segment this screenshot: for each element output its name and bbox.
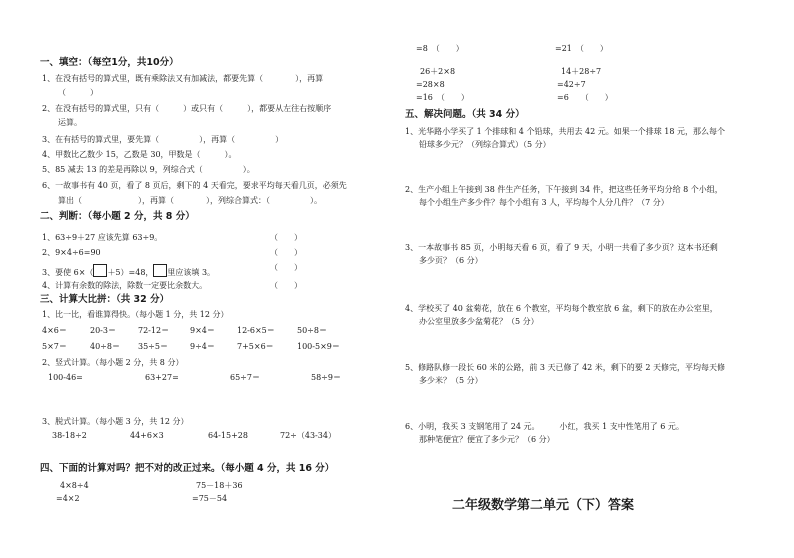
calc-item: 9÷4＝ (190, 342, 215, 351)
stepwise-item: 38-18÷2 (52, 431, 87, 440)
calc-sub3: 3、脱式计算。（每小题 3 分，共 12 分） (42, 417, 189, 426)
judge-answer-2: （ ） (270, 248, 302, 257)
fill-question-1-cont: （ ） (58, 88, 98, 97)
calc-item: 100-5×9＝ (297, 342, 340, 351)
calc-item: 4×6＝ (42, 326, 67, 335)
vertical-item: 65÷7＝ (230, 373, 260, 382)
fill-question-6-cont: 算出（ ），再算（ ），列综合算式：（ ）。 (58, 196, 322, 205)
vertical-item: 100-46= (48, 373, 83, 382)
judge-question-2: 2、9×4÷6=90 (42, 248, 101, 257)
vertical-item: 63+27= (145, 373, 179, 382)
vertical-item: 58÷9＝ (311, 373, 341, 382)
problem-5: 5、修路队修一段长 60 米的公路，前 3 天已修了 42 米，剩下的要 2 天修完，平均每天修 (405, 363, 725, 372)
judge-question-4: 4、计算有余数的除法，除数一定要比余数大。 (42, 281, 208, 290)
blank-box-icon (93, 264, 107, 277)
check-e-line2: =28×8 (416, 80, 445, 89)
fill-question-2-cont: 运算。 (58, 118, 82, 127)
calc-item: 35÷5＝ (138, 342, 168, 351)
judge-answer-3: （ ） (270, 263, 302, 272)
problem-6-cont: 那种笔便宜？便宜了多少元？（6 分） (419, 435, 555, 444)
judge-answer-4: （ ） (270, 281, 302, 290)
calc-item: 40÷8＝ (90, 342, 120, 351)
fill-question-5: 5、85 减去 13 的差是再除以 9，列综合式（ ）。 (42, 165, 255, 174)
calc-item: 50÷8＝ (297, 326, 327, 335)
calc-item: 72-12＝ (138, 326, 170, 335)
check-d-result: =21 （ ） (555, 44, 608, 53)
check-f-line1: 14＋28÷7 (561, 67, 602, 76)
problem-2: 2、生产小组上午接到 38 件生产任务，下午接到 34 件，把这些任务平均分给 8 个小组， (405, 185, 723, 194)
problem-3: 3、一本故事书 85 页，小明每天看 6 页，看了 9 天，小明一共看了多少页？这本书还剩 (405, 243, 718, 252)
section4-heading: 四、下面的计算对吗？把不对的改正过来。（每小题 4 分，共 16 分） (40, 463, 335, 474)
check-a-line2: =4×2 (56, 494, 80, 503)
check-f-line3: =6 （ ） (557, 93, 613, 102)
check-a-line1: 4×8÷4 (60, 481, 89, 490)
blank-box-icon (153, 264, 167, 277)
stepwise-item: 44+6×3 (130, 431, 164, 440)
check-e-line1: 26＋2×8 (420, 67, 456, 76)
calc-item: 20-3＝ (90, 326, 116, 335)
section3-heading: 三、计算大比拼：（共 32 分） (40, 294, 170, 305)
judge-question-3-part1: 3、要使 6×（ (42, 268, 94, 277)
problem-5-cont: 多少米？（5 分） (419, 376, 483, 385)
problem-2-cont: 每个小组生产多少件？每个小组有 3 人，平均每个人分几件？（7 分） (419, 198, 669, 207)
calc-item: 12-6×5＝ (237, 326, 275, 335)
calc-item: 7+5×6＝ (237, 342, 274, 351)
fill-question-4: 4、甲数比乙数少 15，乙数是 30，甲数是（ ）。 (42, 150, 237, 159)
stepwise-item: 72÷（43-34） (280, 431, 336, 440)
calc-item: 5×7＝ (42, 342, 67, 351)
judge-question-3 (42, 264, 215, 277)
problem-4: 4、学校买了 40 盆菊花，放在 6 个教室，平均每个教室放 6 盆，剩下的放在办公室里， (405, 304, 718, 313)
calc-sub2: 2、竖式计算。（每小题 2 分，共 8 分） (42, 358, 184, 367)
fill-question-6: 6、一故事书有 40 页，看了 8 页后，剩下的 4 天看完，要求平均每天看几页，必须先 (42, 181, 347, 190)
check-b-line2: =75－54 (192, 494, 228, 503)
problem-1-cont: 铅球多少元？（列综合算式）（5 分） (419, 140, 551, 149)
problem-6: 6、小明，我买 3 支钢笔用了 24 元。 小红，我买 1 支中性笔用了 6 元。 (405, 422, 684, 431)
check-f-line2: =42÷7 (557, 80, 586, 89)
problem-1: 1、光华路小学买了 1 个排球和 4 个铅球，共用去 42 元。如果一个排球 18 元，那么每个 (405, 127, 725, 136)
check-c-result: =8 （ ） (416, 44, 464, 53)
section5-heading: 五、解决问题。（共 34 分） (405, 109, 525, 120)
calc-item: 9×4＝ (190, 326, 215, 335)
answer-key-title: 二年级数学第二单元（下）答案 (452, 498, 635, 513)
section2-heading: 二、判断：（每小题 2 分，共 8 分） (40, 211, 195, 222)
calc-sub1: 1、比一比，看谁算得快。（每小题 1 分，共 12 分） (42, 310, 229, 319)
judge-question-3-part2: ＋5）=48， (107, 268, 154, 277)
fill-question-2: 2、在没有括号的算式里，只有（ ）或只有（ ），都要从左往右按顺序 (42, 104, 332, 113)
judge-question-1: 1、63÷9＋27 应该先算 63÷9。 (42, 233, 163, 242)
fill-question-1: 1、在没有括号的算式里，既有乘除法又有加减法，都要先算（ ），再算 (42, 74, 324, 83)
judge-answer-1: （ ） (270, 233, 302, 242)
fill-question-3: 3、在有括号的算式里，要先算（ ），再算（ ） (42, 135, 284, 144)
problem-4-cont: 办公室里放多少盆菊花？（5 分） (419, 317, 539, 326)
section1-heading: 一、填空：（每空1分，共10分） (40, 57, 179, 68)
stepwise-item: 64-15+28 (208, 431, 248, 440)
problem-3-cont: 多少页？（6 分） (419, 256, 483, 265)
check-e-line3: =16 （ ） (416, 93, 469, 102)
check-b-line1: 75－18＋36 (196, 481, 243, 490)
judge-question-3-part3: 里应该填 3。 (167, 268, 216, 277)
